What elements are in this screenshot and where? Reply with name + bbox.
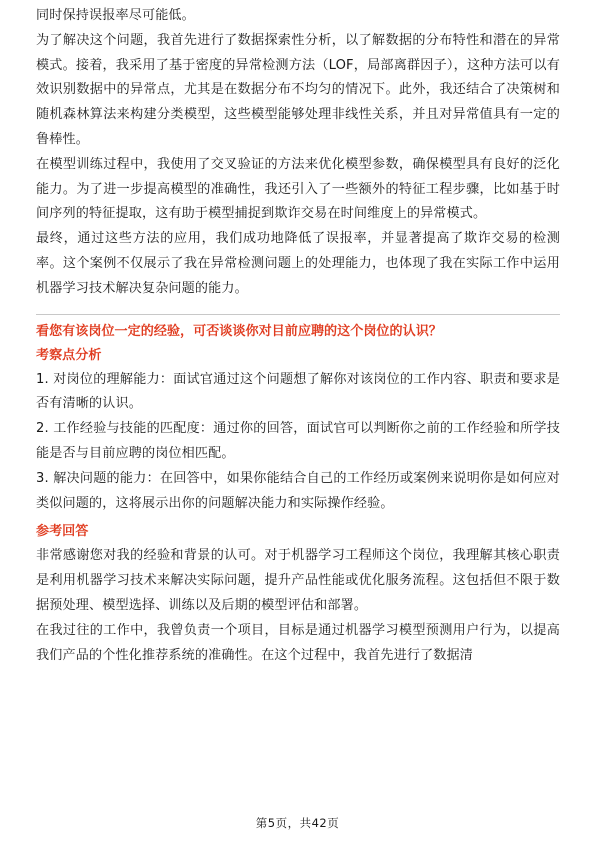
analysis-item: 3. 解决问题的能力：在回答中，如果你能结合自己的工作经历或案例来说明你是如何应对类似问题的，这将展示出你的问题解决能力和实际操作经验。 (36, 470, 560, 511)
reference-paragraph: 非常感谢您对我的经验和背景的认可。对于机器学习工程师这个岗位，我理解其核心职责是利用机器学习技术来解决实际问题，提升产品性能或优化服务流程。这包括但不限于数据预处理、模型选择、训练以及后期的模型评估和部署。 (36, 548, 560, 613)
body-paragraph: 为了解决这个问题，我首先进行了数据探索性分析，以了解数据的分布特性和潜在的异常模式。接着，我采用了基于密度的异常检测方法（LOF，局部离群因子），这种方法可以有效识别数据中的异常点，尤其是在数据分布不均匀的情况下。此外，我还结合了决策树和随机森林算法来构建分类模型，这些模型能够处理非线性关系，并且对异常值具有一定的鲁棒性。 (36, 32, 560, 147)
question-heading: 看您有该岗位一定的经验，可否谈谈你对目前应聘的这个岗位的认识？ (36, 323, 442, 339)
body-paragraph: 最终，通过这些方法的应用，我们成功地降低了误报率，并显著提高了欺诈交易的检测率。这个案例不仅展示了我在异常检测问题上的处理能力，也体现了我在实际工作中运用机器学习技术解决复杂问题的能力。 (36, 231, 560, 296)
analysis-item: 2. 工作经验与技能的匹配度：通过你的回答，面试官可以判断你之前的工作经验和所学技能是否与目前应聘的岗位相匹配。 (36, 421, 560, 461)
analysis-item: 1. 对岗位的理解能力：面试官通过这个问题想了解你对该岗位的工作内容、职责和要求是否有清晰的认识。 (36, 371, 560, 412)
body-paragraph: 同时保持误报率尽可能低。 (36, 8, 195, 23)
reference-paragraph: 在我过往的工作中，我曾负责一个项目，目标是通过机器学习模型预测用户行为，以提高我们产品的个性化推荐系统的准确性。在这个过程中，我首先进行了数据清 (36, 622, 560, 663)
page-number: 第5页，共42页 (255, 816, 340, 830)
document-page (36, 0, 560, 842)
section-divider (36, 314, 560, 315)
reference-answer-heading: 参考回答 (36, 524, 89, 540)
body-paragraph: 在模型训练过程中，我使用了交叉验证的方法来优化模型参数，确保模型具有良好的泛化能力。为了进一步提高模型的准确性，我还引入了一些额外的特征工程步骤，比如基于时间序列的特征提取，这有助于模型捕捉到欺诈交易在时间维度上的异常模式。 (36, 156, 560, 222)
analysis-heading: 考察点分析 (36, 347, 102, 363)
